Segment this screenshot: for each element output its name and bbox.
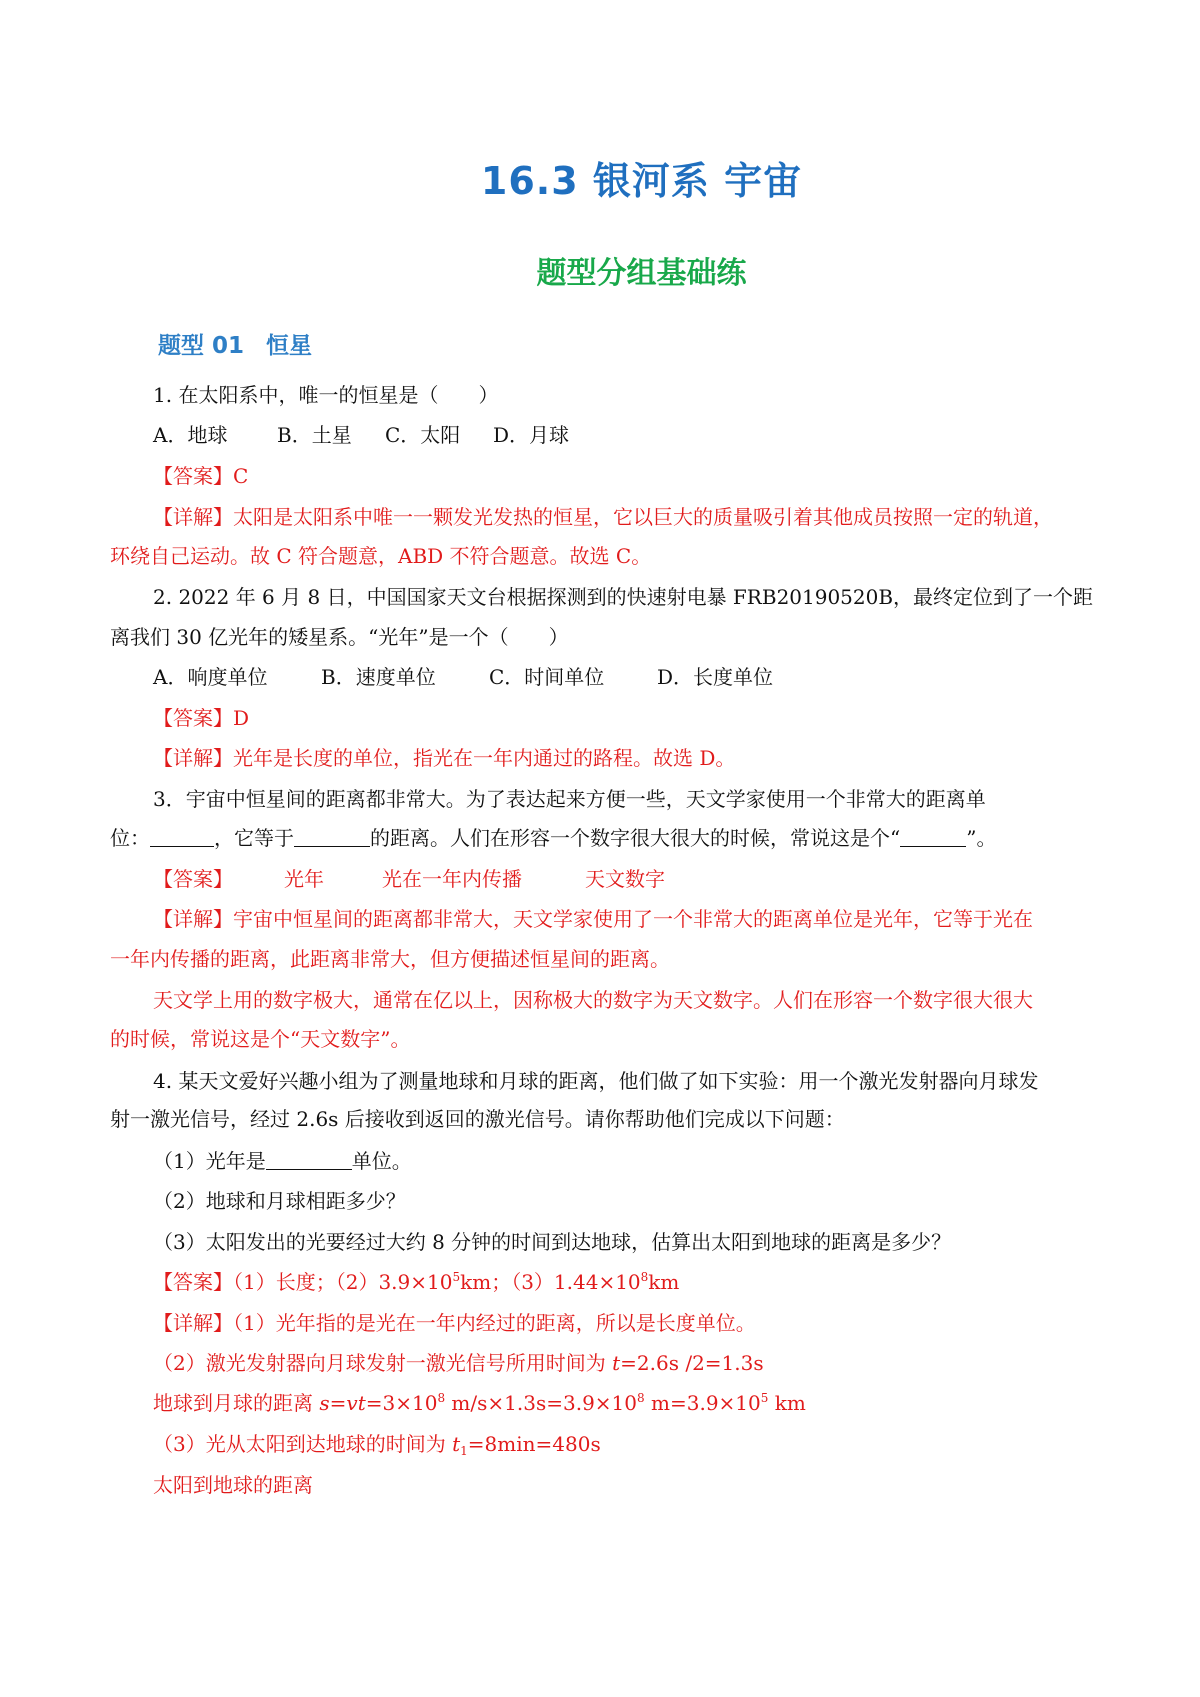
question-1-options [153,420,1153,450]
question-2-answer: 【答案】D [153,706,250,730]
question-1-stem: 1. 在太阳系中，唯一的恒星是（ ） [153,383,499,407]
question-4-part-3: （3）太阳发出的光要经过大约 8 分钟的时间到达地球，估算出太阳到地球的距离是多少？ [153,1230,952,1254]
question-4-part-1: （1）光年是 单位。 [153,1149,412,1173]
question-3-detail-para-cont: 的时候，常说这是个“天文数字”。 [110,1027,411,1051]
question-1-answer: 【答案】C [153,464,249,488]
question-4-detail-4: （3）光从太阳到达地球的时间为 $t_1=8\min=480s$ [153,1432,601,1458]
section-label: 题型 01 [158,333,245,359]
question-4-stem: 4. 某天文爱好兴趣小组为了测量地球和月球的距离，他们做了如下实验：用一个激光发射器向月球发 [153,1069,1039,1093]
option-b: B．速度单位 [321,665,436,689]
question-4-detail-3: 地球到月球的距离 $s=vt=3\times 10^8$ $m/s\times 1.3s=3.9\times 10^8$ $m=3.9\times 10^5$ km [153,1391,806,1415]
question-4-detail-2: （2）激光发射器向月球发射一激光信号所用时间为 t=2.6s /2=1.3s [153,1351,764,1375]
option-d: D．长度单位 [657,665,774,689]
option-d: D．月球 [493,423,570,447]
question-3-answer: 【答案】 光年 光在一年内传播 天文数字 [153,867,665,891]
question-4-detail: 【详解】（1）光年指的是光在一年内经过的距离，所以是长度单位。 [153,1311,756,1335]
question-2-stem-cont: 离我们 30 亿光年的矮星系。“光年”是一个（ ） [110,625,569,649]
question-3-stem: 3．宇宙中恒星间的距离都非常大。为了表达起来方便一些，天文学家使用一个非常大的距离单 [153,787,986,811]
question-1-detail: 【详解】太阳是太阳系中唯一一颗发光发热的恒星，它以巨大的质量吸引着其他成员按照一定的轨道， [153,505,1053,529]
page-subtitle: 题型分组基础练 [536,256,747,291]
question-2-detail: 【详解】光年是长度的单位，指光在一年内通过的路程。故选 D。 [153,746,736,770]
answer-blank [150,824,214,847]
option-a: A．响度单位 [153,665,268,689]
answer-blank [294,824,370,847]
answer-blank [900,824,966,847]
question-3-stem-cont: 位： ，它等于 的距离。人们在形容一个数字很大很大的时候，常说这是个“ ”。 [110,826,997,850]
question-2-stem: 2. 2022 年 6 月 8 日，中国国家天文台根据探测到的快速射电暴 FRB20190520B，最终定位到了一个距 [153,585,1094,609]
question-4-part-2: （2）地球和月球相距多少？ [153,1189,406,1213]
section-heading [158,327,312,360]
question-1-detail-cont: 环绕自己运动。故 C 符合题意，ABD 不符合题意。故选 C。 [110,544,652,568]
answer-blank [266,1147,352,1170]
option-a: A．地球 [153,423,228,447]
question-2-options [153,662,1153,692]
question-3-detail-cont: 一年内传播的距离，此距离非常大，但方便描述恒星间的距离。 [110,947,670,971]
question-4-stem-cont: 射一激光信号，经过 2.6s 后接收到返回的激光信号。请你帮助他们完成以下问题： [110,1107,845,1131]
option-c: C．时间单位 [489,665,605,689]
section-name: 恒星 [266,333,313,359]
question-3-detail: 【详解】宇宙中恒星间的距离都非常大，天文学家使用了一个非常大的距离单位是光年，它等于光在 [153,907,1033,931]
option-b: B．土星 [277,423,352,447]
option-c: C．太阳 [385,423,461,447]
question-4-detail-5: 太阳到地球的距离 [153,1473,313,1497]
page-title: 16.3 银河系 宇宙 [480,159,803,203]
question-4-answer: 【答案】（1）长度；$(2)3.9\times 10^5km$；$(3)1.44\times 10^8km$ [153,1270,680,1294]
question-3-detail-para: 天文学上用的数字极大，通常在亿以上，因称极大的数字为天文数字。人们在形容一个数字很大很大 [153,988,1033,1012]
